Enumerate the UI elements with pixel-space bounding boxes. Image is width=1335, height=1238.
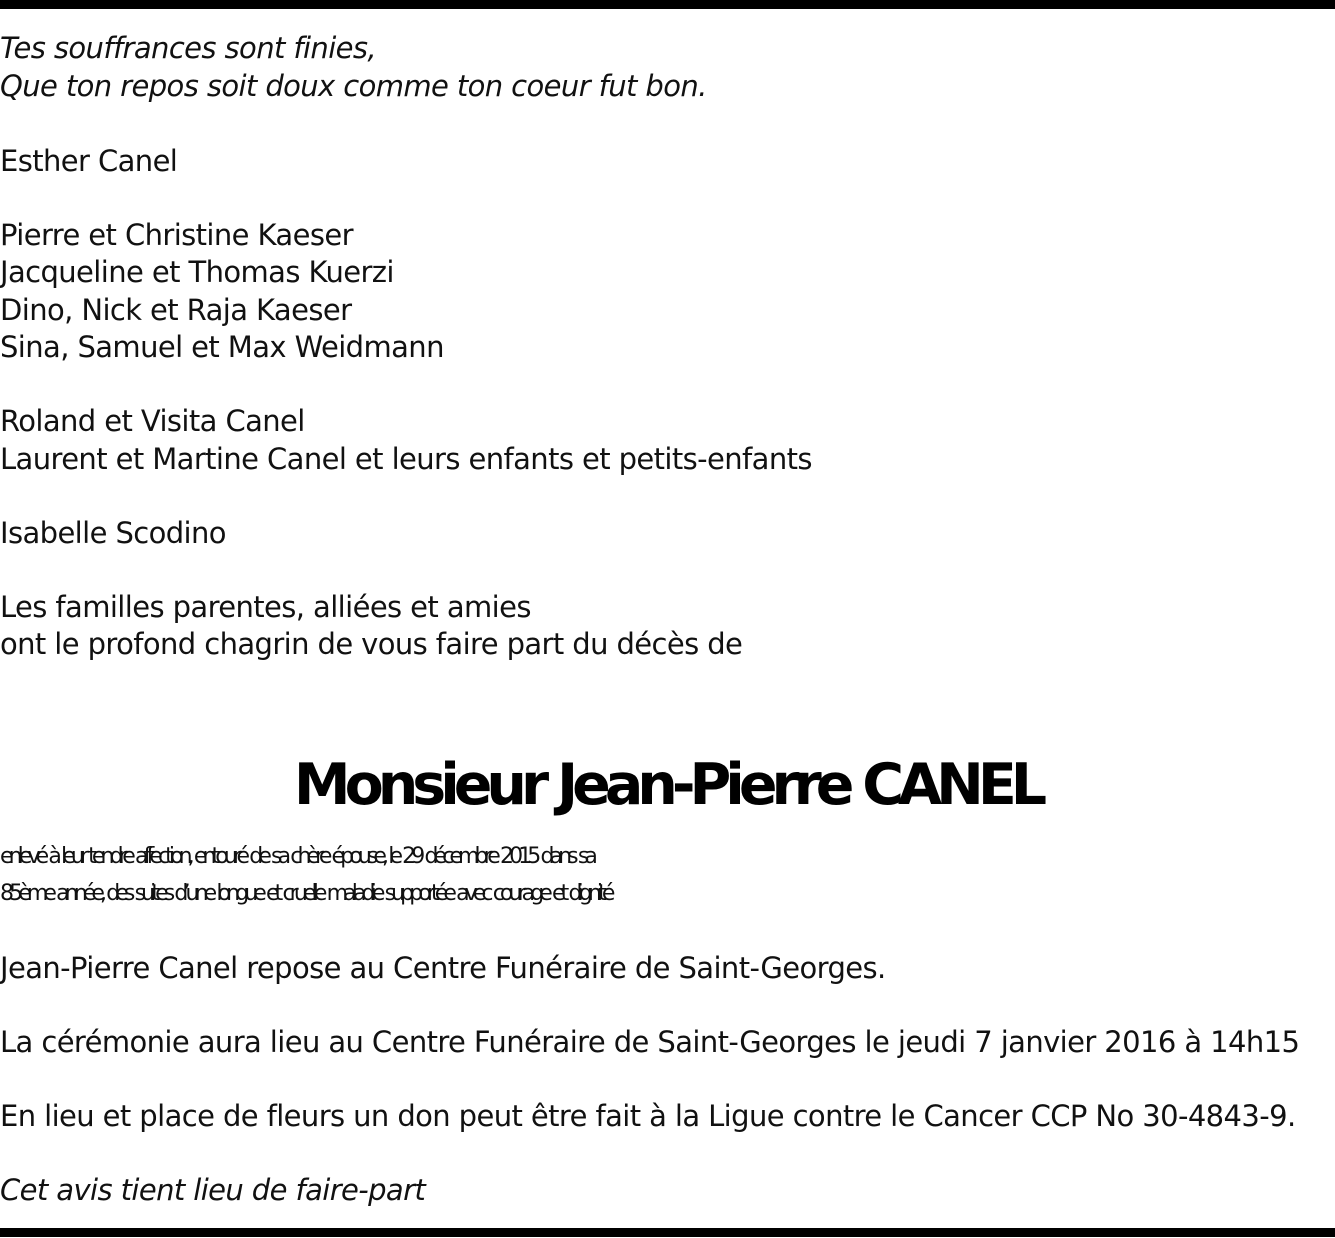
mourner-isabelle: Isabelle Scodino [0,516,226,550]
ceremony-text: La cérémonie aura lieu au Centre Funéraire de Saint-Georges le jeudi 7 janvier 2016 à 14h15 [0,1025,1300,1059]
announcement-line-1: Les familles parentes, alliées et amies [0,590,531,624]
details-line-2: 85ème année, des suites d’une longue et cruelle maladie supportée avec courage et dignité [0,881,611,906]
closing-note: Cet avis tient lieu de faire-part [0,1173,426,1207]
mourner-dino-nick-raja: Dino, Nick et Raja Kaeser [0,293,352,327]
mourner-esther: Esther Canel [0,144,178,178]
mourner-laurent-martine: Laurent et Martine Canel et leurs enfants et petits-enfants [0,442,812,476]
mourner-jacqueline-thomas: Jacqueline et Thomas Kuerzi [0,255,394,289]
repose-text: Jean-Pierre Canel repose au Centre Funéraire de Saint-Georges. [0,951,886,985]
poem-line-1: Tes souffrances sont finies, [0,31,377,65]
mourner-sina-samuel-max: Sina, Samuel et Max Weidmann [0,330,444,364]
poem-line-2: Que ton repos soit doux comme ton coeur fut bon. [0,69,707,103]
deceased-name-heading: Monsieur Jean-Pierre CANEL [293,752,1042,818]
bottom-border-rule [0,1228,1335,1237]
announcement-line-2: ont le profond chagrin de vous faire part du décès de [0,627,743,661]
mourner-pierre-christine: Pierre et Christine Kaeser [0,218,353,252]
details-line-1: enlevé à leur tendre affection, entouré de sa chère épouse, le 29 décembre 2015 dans sa [0,844,593,869]
donation-text: En lieu et place de fleurs un don peut être fait à la Ligue contre le Cancer CCP No 30-4843-9. [0,1099,1296,1133]
top-border-rule [0,0,1335,9]
mourner-roland-visita: Roland et Visita Canel [0,404,305,438]
